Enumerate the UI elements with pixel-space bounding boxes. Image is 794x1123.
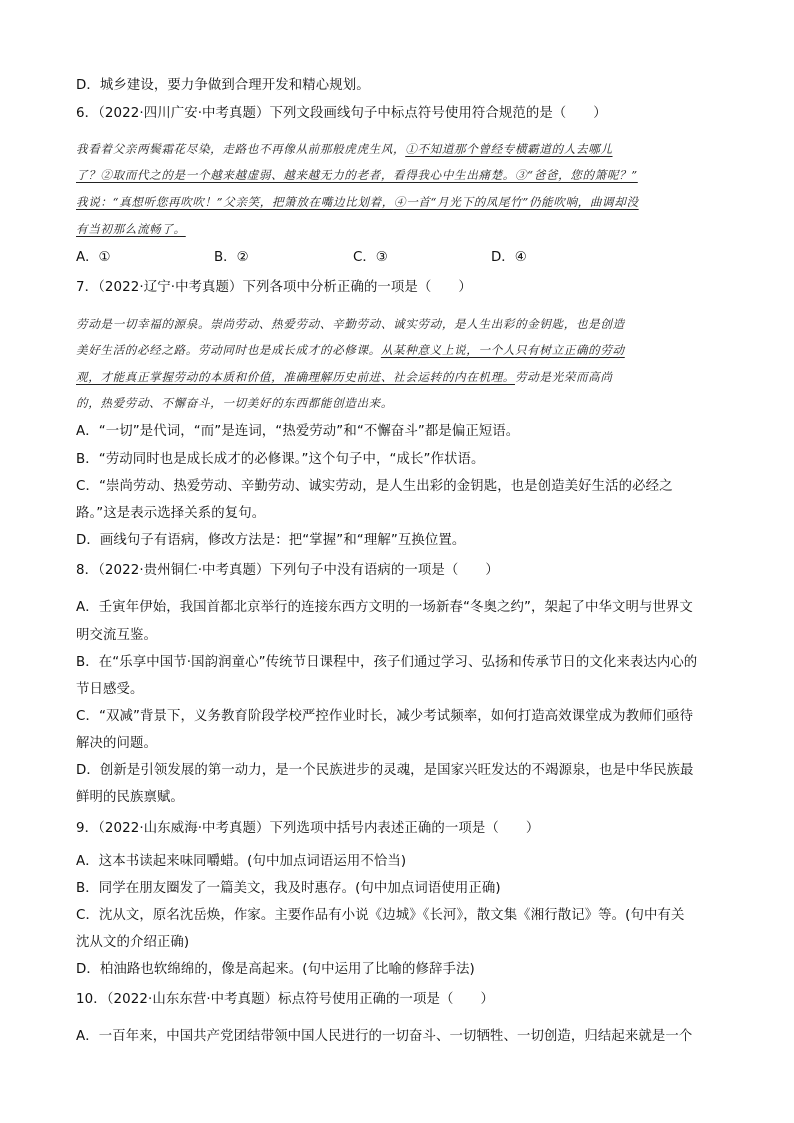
q6-option-c[interactable]: C．③ (353, 250, 388, 265)
q5-option-d: D．城乡建设，要力争做到合理开发和精心规划。 (76, 78, 370, 93)
q8-option-b-line-2: 节日感受。 (76, 682, 144, 697)
passage-6-line-1: 我看着父亲两鬓霜花尽染，走路也不再像从前那般虎虎生风，①不知道那个曾经专横霸道的人去哪儿 (76, 142, 613, 156)
q8-option-c-line-1[interactable]: C．“双减”背景下，义务教育阶段学校严控作业时长，减少考试频率，如何打造高效课堂成为教师们亟待 (76, 709, 694, 724)
underlined-sentence: 有当初那么流畅了。 (76, 222, 186, 236)
underlined-sentence: ①不知道那个曾经专横霸道的人去哪儿 (405, 142, 613, 156)
q8-option-a-line-2: 明交流互鉴。 (76, 628, 157, 643)
underlined-sentence: ④一首“月光下的凤尾竹”仍能吹响，曲调却没 (393, 195, 639, 209)
q8-option-d-line-1[interactable]: D．创新是引领发展的第一动力，是一个民族进步的灵魂，是国家兴旺发达的不竭源泉，也是中华民族最 (76, 763, 694, 778)
q8-option-b-line-1[interactable]: B．在“乐享中国节·国韵润童心”传统节日课程中，孩子们通过学习、弘扬和传承节日的文化来表达内心的 (76, 655, 698, 670)
underlined-sentence: 从某种意义上说，一个人只有树立正确的劳动 (380, 343, 625, 357)
q7-option-d[interactable]: D．画线句子有语病，修改方法是：把“掌握”和“理解”互换位置。 (76, 533, 466, 548)
underlined-sentence: 了？②取而代之的是一个越来越虚弱、越来越无力的老者，看得我心中生出痛楚。③“爸爸，您的箫呢？” (76, 168, 638, 182)
passage-6-line-4 (76, 221, 186, 237)
question-9-stem: 9．（2022·山东威海·中考真题）下列选项中括号内表述正确的一项是（ ） (76, 821, 540, 836)
passage-7-line-4: 的，热爱劳动、不懈奋斗，一切美好的东西都能创造出来。 (76, 396, 394, 410)
underlined-sentence: 我说：“真想听您再吹吹！”父亲笑，把箫放在嘴边比划着， (76, 195, 394, 209)
q10-option-a-line-1[interactable]: A．一百年来，中国共产党团结带领中国人民进行的一切奋斗、一切牺牲、一切创造，归结起来就是一个 (76, 1029, 693, 1044)
passage-7-line-3: 观，才能真正掌握劳动的本质和价值，准确理解历史前进、社会运转的内在机理。劳动是光荣而高尚 (76, 370, 613, 384)
question-10-stem: 10．（2022·山东东营·中考真题）标点符号使用正确的一项是（ ） (76, 992, 494, 1007)
q9-option-d[interactable]: D．柏油路也软绵绵的，像是高起来。(句中运用了比喻的修辞手法) (76, 962, 475, 977)
q6-option-b[interactable]: B．② (214, 250, 249, 265)
q8-option-d-line-2: 鲜明的民族禀赋。 (76, 790, 184, 805)
q9-option-c-line-2: 沈从文的介绍正确) (76, 935, 190, 950)
q9-option-a[interactable]: A．这本书读起来味同嚼蜡。(句中加点词语运用不恰当) (76, 854, 407, 869)
q7-option-b[interactable]: B．“劳动同时也是成长成才的必修课。”这个句子中，“成长”作状语。 (76, 452, 485, 467)
underlined-sentence: 观，才能真正掌握劳动的本质和价值，准确理解历史前进、社会运转的内在机理。 (76, 370, 515, 384)
question-8-stem: 8．（2022·贵州铜仁·中考真题）下列句子中没有语病的一项是（ ） (76, 563, 499, 578)
q7-option-a[interactable]: A．“一切”是代词，“而”是连词，“热爱劳动”和“不懈奋斗”都是偏正短语。 (76, 424, 520, 439)
q7-option-c-line-2: 路。”这是表示选择关系的复句。 (76, 506, 266, 521)
passage-6-line-2 (76, 167, 638, 183)
question-7-stem: 7．（2022·辽宁·中考真题）下列各项中分析正确的一项是（ ） (76, 280, 472, 295)
q9-option-b[interactable]: B．同学在朋友圈发了一篇美文，我及时惠存。(句中加点词语使用正确) (76, 881, 501, 896)
q8-option-c-line-2: 解决的问题。 (76, 736, 157, 751)
passage-6-line-3 (76, 194, 639, 210)
question-6-stem: 6．（2022·四川广安·中考真题）下列文段画线句子中标点符号使用符合规范的是（ ） (76, 106, 607, 121)
q8-option-a-line-1[interactable]: A．壬寅年伊始，我国首都北京举行的连接东西方文明的一场新春“冬奥之约”，架起了中华文明与世界文 (76, 600, 693, 615)
passage-7-line-2: 美好生活的必经之路。劳动同时也是成长成才的必修课。从某种意义上说，一个人只有树立正确的劳动 (76, 343, 625, 357)
q7-option-c-line-1[interactable]: C．“崇尚劳动、热爱劳动、辛勤劳动、诚实劳动，是人生出彩的金钥匙，也是创造美好生活的必经之 (76, 479, 673, 494)
passage-7-line-1: 劳动是一切幸福的源泉。崇尚劳动、热爱劳动、辛勤劳动、诚实劳动，是人生出彩的金钥匙，也是创造 (76, 317, 625, 331)
q6-option-a[interactable]: A．① (76, 250, 111, 265)
q6-option-d[interactable]: D．④ (491, 250, 527, 265)
q9-option-c-line-1[interactable]: C．沈从文，原名沈岳焕，作家。主要作品有小说《边城》《长河》，散文集《湘行散记》等。(句中有关 (76, 908, 685, 923)
